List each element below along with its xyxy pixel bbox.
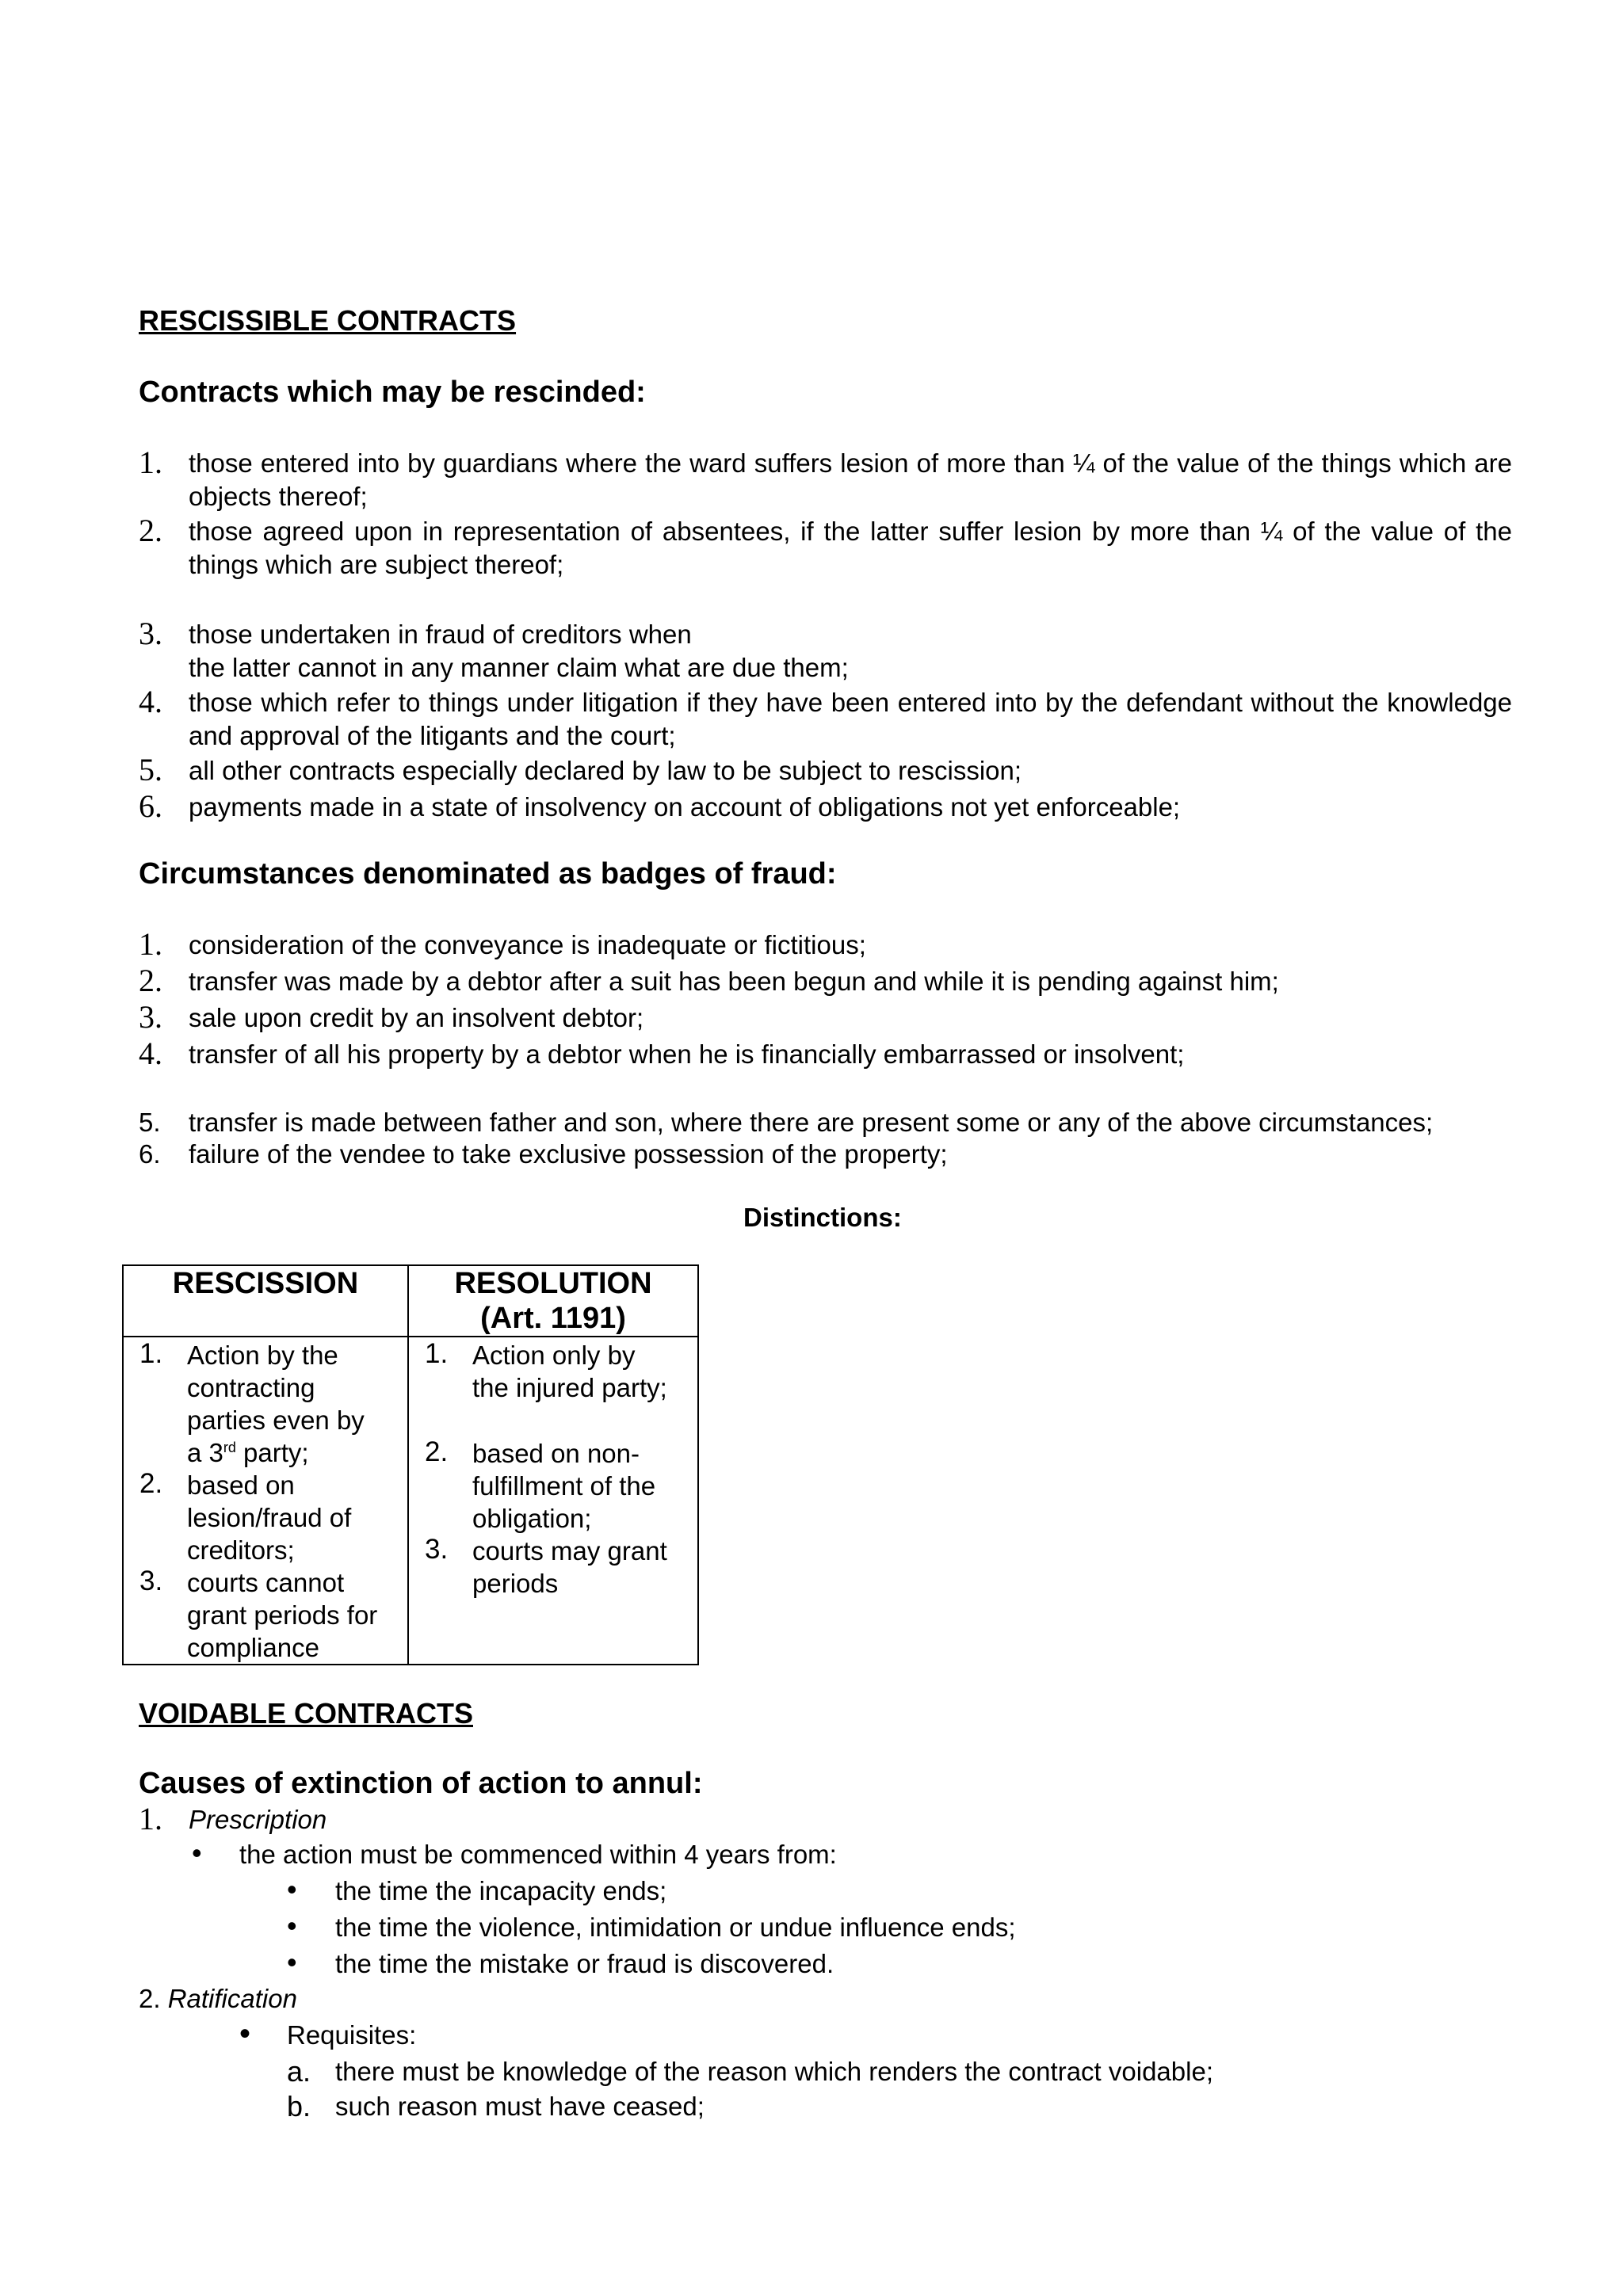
cell-item [472,1535,686,1600]
cell-text: a 3 [187,1438,223,1467]
list-item-number: 2. [139,963,162,998]
cell-line: obligation; [472,1504,592,1533]
cell-line: periods [472,1569,559,1598]
cell-item-number: 1. [425,1338,449,1369]
list-item-number: 3. [139,616,162,651]
list-item-number: 5. [139,1108,161,1137]
cell-line: Action only by [472,1341,636,1370]
cell-item [472,1437,686,1535]
list-item-line: the latter cannot in any manner claim what are due them; [189,653,849,682]
prescription-subbullet: the time the violence, intimidation or undue influence ends; [335,1913,1016,1942]
subtitle-badges-of-fraud: Circumstances denominated as badges of fraud: [139,857,837,891]
prescription-subbullet: the time the incapacity ends; [335,1876,667,1905]
header-label-article: (Art. 1191) [480,1302,626,1335]
list-item-number: 2. [139,513,162,548]
list-item-number: 1. [139,444,162,480]
cell-line: courts cannot [187,1568,345,1597]
cell-line: grant periods for [187,1600,378,1630]
cell-line [187,1436,401,1469]
bullet-icon: • [239,2016,251,2051]
prescription-subbullet: the time the mistake or fraud is discovered. [335,1949,834,1978]
prescription-label: Prescription [189,1805,327,1834]
list-item: all other contracts especially declared by law to be subject to rescission; [189,756,1022,785]
list-item-number: 4. [139,1035,162,1071]
bullet-icon: • [192,1836,202,1869]
cell-item-number: 2. [139,1468,163,1499]
header-label: RESCISSION [172,1267,359,1300]
cell-item-number: 2. [425,1436,449,1467]
section-title-rescissible: RESCISSIBLE CONTRACTS [139,304,517,337]
list-item: transfer was made by a debtor after a suit has been begun and while it is pending against him; [189,967,1279,996]
cell-line: based on non- [472,1439,640,1468]
bullet-icon: • [287,1946,297,1978]
cell-item-number: 1. [139,1338,163,1369]
requisite-item: there must be knowledge of the reason which renders the contract voidable; [335,2057,1213,2086]
cell-line: creditors; [187,1535,295,1565]
ordinal-suffix: rd [223,1440,236,1455]
list-item-number: 6. [139,1139,161,1169]
cell-line: lesion/fraud of [187,1503,352,1532]
distinctions-heading: Distinctions: [743,1203,902,1232]
list-item-number: 6. [139,788,162,824]
requisite-letter: b. [287,2090,311,2122]
list-item-number: 5. [139,752,162,788]
cell-item-number: 3. [139,1566,163,1596]
cell-item [472,1339,686,1404]
list-item-number: 4. [139,684,162,719]
list-item: those which refer to things under litigation if they have been entered into by the defendant without the knowledge and approval of the litigants and the court; [189,688,1512,750]
list-item: transfer of all his property by a debtor when he is financially embarrassed or insolvent; [189,1039,1185,1069]
requisite-letter: a. [287,2055,311,2088]
cell-item [187,1469,401,1566]
ratification-label: Ratification [167,1984,297,2013]
cell-line: compliance [187,1633,319,1662]
cell-line: contracting [187,1373,315,1402]
distinctions-table [122,1264,699,1665]
list-item-number: 2. [139,1984,161,2013]
table-cell-rescission [123,1337,408,1665]
table-row [123,1337,698,1665]
list-item-number: 3. [139,999,162,1035]
list-item: transfer is made between father and son, where there are present some or any of the above circumstances; [189,1108,1434,1137]
table-cell-resolution [408,1337,698,1665]
list-item: those agreed upon in representation of absentees, if the latter suffer lesion by more than ¼ of the value of the things which are subject thereof; [189,517,1512,579]
table-header-row [123,1265,698,1337]
subtitle-causes-of-extinction: Causes of extinction of action to annul: [139,1767,703,1800]
cell-line: Action by the [187,1341,338,1370]
list-item-line: those undertaken in fraud of creditors when [189,620,692,649]
list-item: sale upon credit by an insolvent debtor; [189,1003,644,1032]
list-item: consideration of the conveyance is inadequate or fictitious; [189,930,866,959]
cell-line: fulfillment of the [472,1471,656,1501]
bullet-icon: • [287,1873,297,1905]
header-label: RESOLUTION [454,1267,652,1300]
table-header-rescission [123,1265,408,1337]
prescription-bullet: the action must be commenced within 4 years from: [239,1840,837,1869]
section-title-voidable: VOIDABLE CONTRACTS [139,1697,473,1730]
list-item: those entered into by guardians where the ward suffers lesion of more than ¼ of the value of the things which are objects thereof; [189,448,1512,511]
cell-item-number: 3. [425,1534,449,1565]
subtitle-contracts-rescinded: Contracts which may be rescinded: [139,376,646,409]
list-item-number: 1. [139,926,162,962]
cell-line: courts may grant [472,1536,667,1566]
bullet-icon: • [287,1909,297,1942]
cell-line: based on [187,1470,295,1500]
table-header-resolution [408,1265,698,1337]
list-item [189,618,1512,685]
list-item: payments made in a state of insolvency on account of obligations not yet enforceable; [189,792,1181,822]
cell-line: the injured party; [472,1373,667,1402]
ratification-item [139,1982,297,2016]
list-item: failure of the vendee to take exclusive possession of the property; [189,1139,948,1169]
cell-item [187,1339,401,1469]
cell-item [187,1566,401,1664]
requisites-label: Requisites: [287,2020,417,2050]
cell-line: parties even by [187,1405,365,1435]
cell-text: party; [235,1438,309,1467]
requisite-item: such reason must have ceased; [335,2092,705,2121]
list-item-number: 1. [139,1801,162,1836]
